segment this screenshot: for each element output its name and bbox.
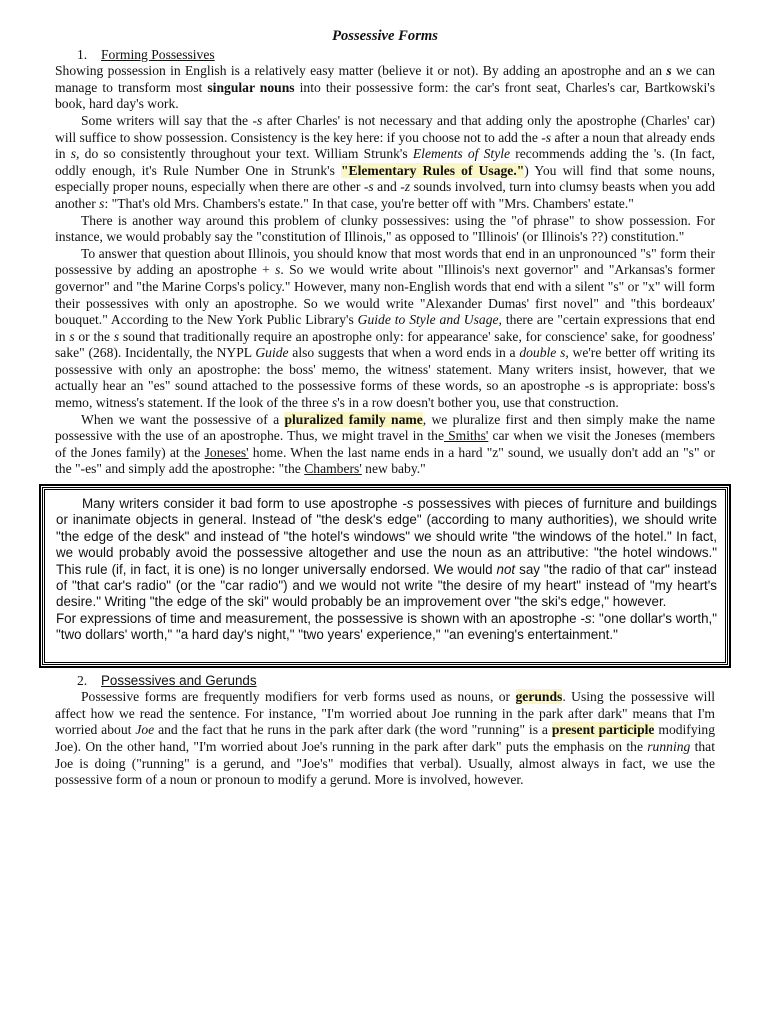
paragraph xyxy=(55,412,715,478)
text-span: s xyxy=(666,63,672,79)
text-span: that Joe is doing ("running" is a gerund, and "Joe's" modifies that verbal). Usually, almost always in fact, we use the possessive form of a noun or pronoun to modify a gerund. More is involved, however. xyxy=(55,739,715,788)
text-span: also suggests that when a word ends in a xyxy=(288,345,520,361)
paragraph: There is another way around this problem of clunky possessives: using the "of phrase" to show possession. For instance, we would probably say the "constitution of Illinois," as opposed to "Illinois' (or Illinois's ??) constitution." xyxy=(55,212,715,245)
section-title: Possessives and Gerunds xyxy=(101,672,257,688)
text-span: Elements of Style xyxy=(412,146,511,162)
section-title: Forming Possessives xyxy=(101,46,215,62)
highlight: pluralized family name xyxy=(284,411,423,427)
text-span: and xyxy=(373,179,401,195)
page-title: Possessive Forms xyxy=(332,28,438,44)
text-span: : "one dollar's worth," "two dollars' worth," "a hard day's night," "two years' experience," "an evening's entertainment." xyxy=(56,610,717,643)
section-heading-possessives-and-gerunds xyxy=(55,673,715,690)
text-span: Chambers' xyxy=(304,461,362,477)
text-span: modifying Joe). On the other hand, "I'm worried about Joe's running in the park after dark" puts the emphasis on the xyxy=(55,722,716,755)
text-span: there are "certain expressions that end in xyxy=(55,312,715,344)
paragraph xyxy=(55,113,715,213)
text-span: For expressions of time and measurement, the possessive is shown with an apostrophe xyxy=(56,610,581,626)
text-span: Guide to Style and Usage, xyxy=(357,312,502,328)
paragraph xyxy=(55,246,715,412)
text-span: ) You will find that some nouns, especially proper nouns, especially when there are other xyxy=(55,162,715,195)
text-span: -s xyxy=(363,179,374,195)
text-span: -s xyxy=(541,129,552,145)
text-span: Many writers consider it bad form to use apostrophe xyxy=(82,496,403,512)
text-span: -s xyxy=(580,610,592,626)
text-span: sounds involved, turn into clumsy beasts when you add another xyxy=(55,179,715,211)
text-span: Joneses' xyxy=(204,444,249,460)
text-span: Guide xyxy=(255,345,289,361)
text-span: Possessive forms are frequently modifiers for verb forms used as nouns, or xyxy=(81,689,516,705)
text-span: say "the radio of that car" instead of "that car's radio" (or the "car radio") and we would not write "the desire of my heart" instead of "my heart's desire." Writing "the edge of the ski" would probably be an improvement over "the ski's edge," however. xyxy=(56,561,718,610)
text-span: singular nouns xyxy=(207,79,295,95)
text-span: home. When the last name ends in a hard "z" sound, we usually don't add an "s" or the "-es" and simply add the apostrophe: "the xyxy=(55,444,716,477)
text-span: . Using the possessive will affect how we read the sentence. For instance, "I'm worried about Joe running in the park after dark" means that I'm worried about xyxy=(55,689,716,738)
text-span: Smiths' xyxy=(444,428,489,444)
text-span: . So we would write about "Illinois's next governor" and "Arkansas's former governor" and "the Marine Corps's policy." However, many non-English words that end with a silent "s" or "x" will form their possessives with only an apostrophe. So we would write "Alexander Dumas' first novel" and "this bordeaux' bouquet." According to the New York Public Library's xyxy=(55,262,716,328)
text-span: or the xyxy=(74,328,114,344)
box-paragraph xyxy=(56,611,717,644)
text-span: possessives with pieces of furniture and buildings or inanimate objects in general. Instead of "the desk's edge" (according to many authorities), we should write "the edge of the desk" and instead of "the hotel's windows" we should write "the windows of the hotel." In fact, we would probably avoid the possessive altogether and use the noun as an attributive: "the hotel windows." This rule (if, in fact, it is one) is no longer universally endorsed. We would xyxy=(56,496,717,577)
text-span: sound that traditionally require an apostrophe only: for appearance' sake, for conscience' sake, for goodness' sake" (268). Incidentally, the NYPL xyxy=(55,328,715,361)
text-span: into their possessive form: the car's front seat, Charles's car, Bartkowski's book, hard day's work. xyxy=(55,79,715,112)
box-paragraph xyxy=(56,496,717,611)
highlight: "Elementary Rules of Usage." xyxy=(340,162,525,178)
text-span: do so consistently throughout your text. William Strunk's xyxy=(79,146,413,162)
text-span: car when we visit the Joneses (members of the Jones family) at the xyxy=(55,428,716,460)
text-span: s xyxy=(113,328,120,344)
text-span: : "That's old Mrs. Chambers's estate." In that case, you're better off with "Mrs. Chambers' estate." xyxy=(104,195,634,211)
text-span: s xyxy=(99,195,105,211)
text-span: , we pluralize first and then simply make the name possessive with the use of an apostrophe. Thus, we might travel in the xyxy=(55,411,715,444)
section-number: 1. xyxy=(77,46,88,62)
text-span: When we want the possessive of a xyxy=(81,411,285,427)
text-span: s xyxy=(275,262,281,278)
highlight: present participle xyxy=(551,722,655,738)
text-span: To answer that question about Illinois, you should know that most words that end in an unpronounced "s" form their possessive by adding an apostrophe + xyxy=(55,245,715,278)
paragraph xyxy=(55,689,715,789)
text-span: we're better off writing its possessive with only an apostrophe: the boss' memo, the witness' statement. Many writers insist, however, that we actually hear an "es" sound attached to the possessive forms of these words, so an apostrophe -s is appropriate: boss's memo, witness's statement. If the look of the three xyxy=(55,345,716,411)
text-span: not xyxy=(496,561,516,577)
text-span: after a noun that already ends in xyxy=(55,129,715,162)
text-span: -z xyxy=(400,179,411,195)
text-span: and the fact that he runs in the park after dark (the word "running" is a xyxy=(154,722,552,738)
section-heading-forming-possessives xyxy=(55,47,715,64)
text-span: s xyxy=(69,328,75,344)
text-span: Showing possession in English is a relatively easy matter (believe it or not). By adding an apostrophe and an xyxy=(55,63,667,79)
document-page xyxy=(55,28,718,789)
text-span: -s xyxy=(252,112,263,128)
text-span: we can manage to transform most xyxy=(55,63,716,95)
text-span: s, xyxy=(70,146,80,162)
note-box xyxy=(42,487,728,665)
paragraph xyxy=(55,63,715,113)
text-span: -s xyxy=(402,496,414,512)
highlight: gerunds xyxy=(515,689,563,705)
text-span: after Charles' is not necessary and that adding only the apostrophe (Charles' car) will suffice to show possession. Consistency is the key here: if you choose not to add the xyxy=(55,112,715,145)
text-span: Some writers will say that the xyxy=(81,112,253,128)
text-span: double s, xyxy=(519,345,569,361)
text-span: recommends adding the 's. (In fact, oddly enough, it's Rule Number One in Strunk's xyxy=(55,146,715,178)
section-number: 2. xyxy=(77,672,88,688)
text-span: new baby." xyxy=(361,461,426,477)
text-span: s xyxy=(331,395,338,411)
text-span: 's in a row doesn't bother you, use that construction. xyxy=(337,395,619,411)
text-span: running xyxy=(647,739,691,755)
text-span: Joe xyxy=(135,722,155,738)
